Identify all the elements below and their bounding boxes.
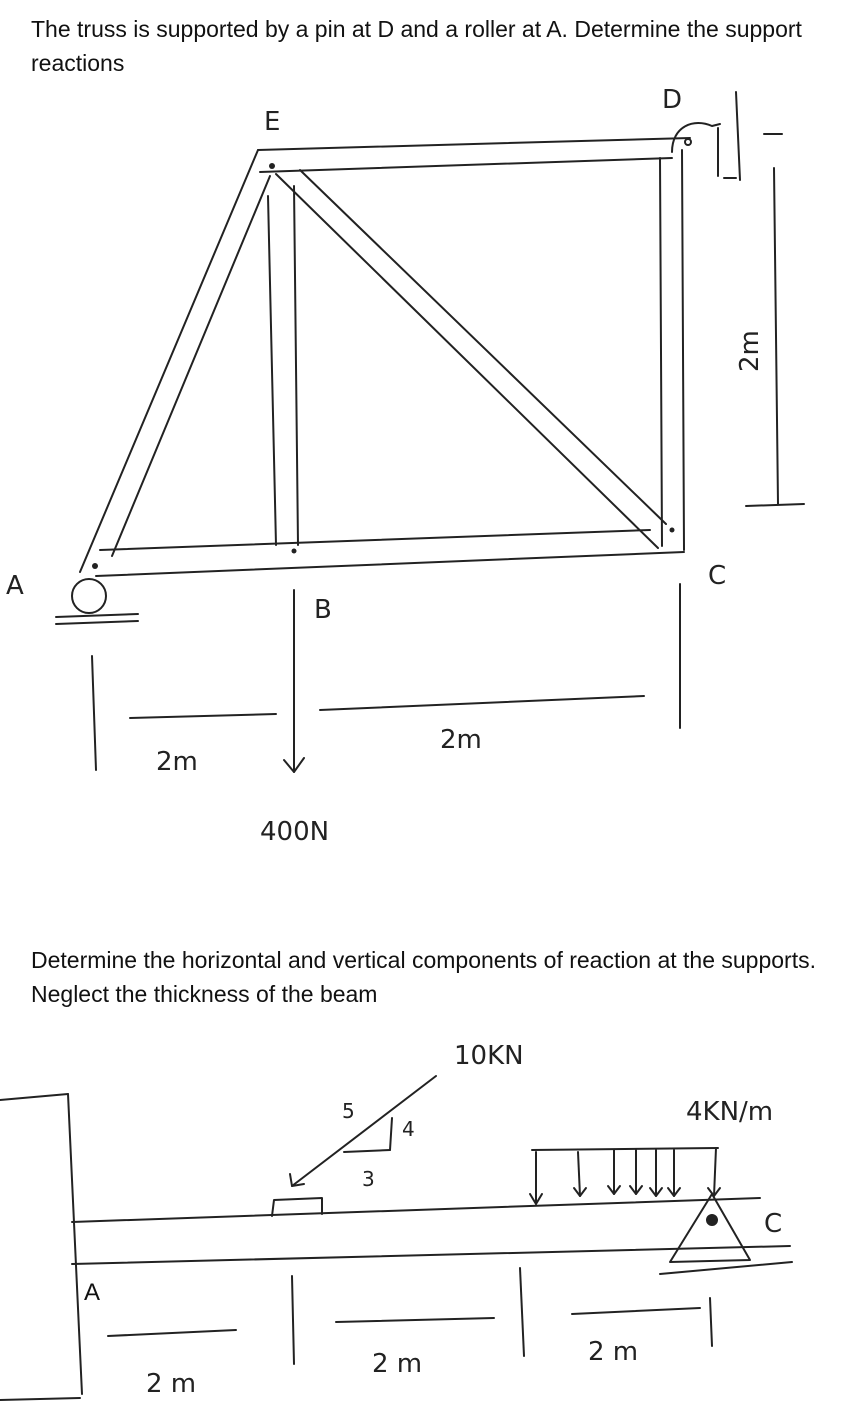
dim-label-height: 2m [735,330,765,372]
dim-label-2: 2 m [372,1349,423,1379]
label-c: C [708,561,727,591]
slope-label-hyp: 5 [342,1099,355,1123]
label-a-beam: A [84,1279,101,1306]
question-2-text: Determine the horizontal and vertical components of reaction at the supports. Neglect the thickness of the beam [31,947,816,1007]
dimension-height [746,134,804,506]
slope-label-horiz: 3 [362,1167,375,1191]
load-label-400n: 400N [260,817,330,847]
beam-diagram [0,1030,864,1416]
load-label-4kn-m: 4KN/m [686,1097,774,1127]
label-c-beam: C [764,1209,783,1239]
label-b: B [314,595,332,625]
dim-label-ab: 2m [156,747,198,777]
label-a: A [6,571,24,601]
joints [92,163,675,569]
member-ac [96,530,684,576]
load-arrow-400n [284,590,304,772]
label-e: E [264,107,281,137]
load-label-10kn: 10KN [454,1041,524,1071]
beam [72,1198,790,1264]
dim-label-bc: 2m [440,725,482,755]
question-1-text: The truss is supported by a pin at D and a roller at A. Determine the support reactions [31,16,802,76]
member-ec [276,170,666,548]
roller-support-a [56,579,138,624]
distributed-load [530,1148,720,1204]
slope-label-vert: 4 [402,1117,415,1141]
label-d: D [662,85,683,115]
dim-label-1: 2 m [146,1369,197,1399]
fixed-wall-a [0,1094,82,1400]
member-ed [258,138,690,172]
slope-triangle [344,1118,392,1152]
member-eb [268,186,298,545]
dimension-bc [320,584,680,728]
dim-label-3: 2 m [588,1337,639,1367]
member-ae [80,150,270,572]
member-dc [660,150,684,550]
